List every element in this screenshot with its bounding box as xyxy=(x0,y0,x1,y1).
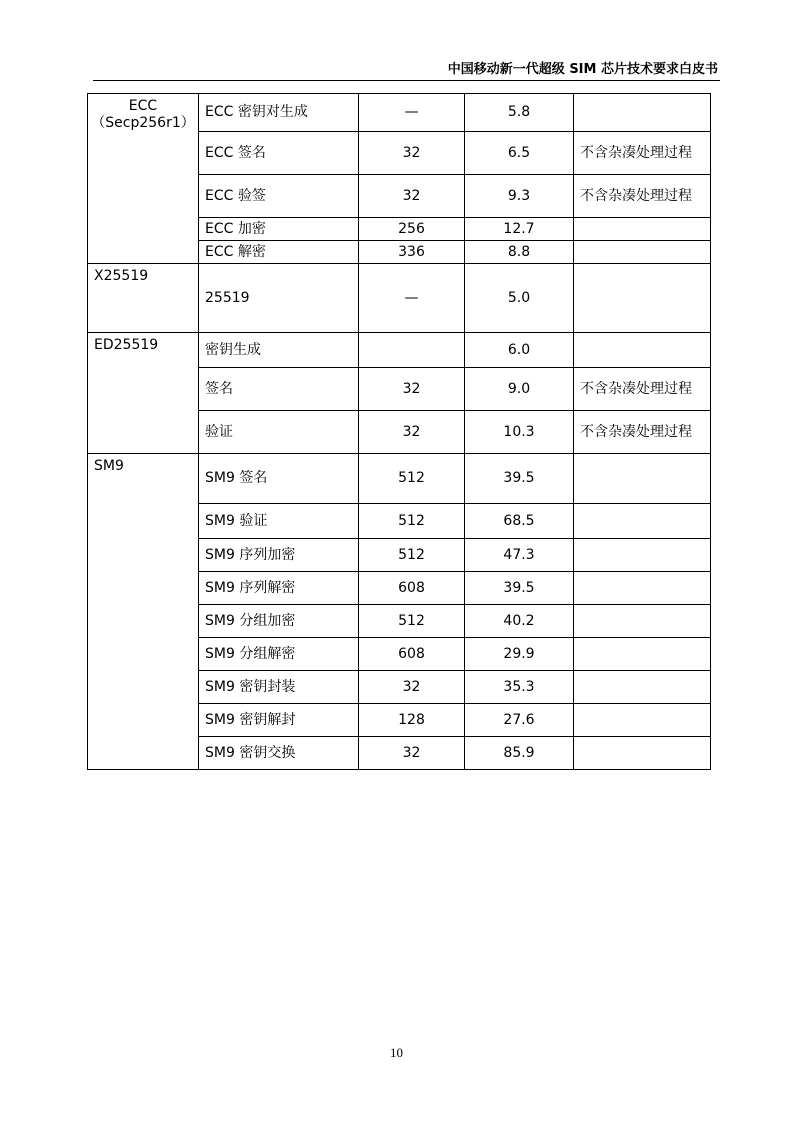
time-cell: 5.8 xyxy=(465,94,574,132)
operation-cell: SM9 签名 xyxy=(199,454,359,504)
note-cell xyxy=(574,737,711,770)
header-title: 中国移动新一代超级 SIM 芯片技术要求白皮书 xyxy=(447,62,718,77)
operation-cell: SM9 密钥解封 xyxy=(199,704,359,737)
page-number: 10 xyxy=(390,1045,403,1060)
operation-cell: SM9 分组加密 xyxy=(199,605,359,638)
time-cell: 47.3 xyxy=(465,539,574,572)
data-length-cell: 336 xyxy=(359,241,465,264)
data-length-cell: 608 xyxy=(359,572,465,605)
operation-cell: SM9 分组解密 xyxy=(199,638,359,671)
operation-cell: ECC 解密 xyxy=(199,241,359,264)
note-cell xyxy=(574,539,711,572)
data-length-cell: 32 xyxy=(359,132,465,175)
time-cell: 39.5 xyxy=(465,454,574,504)
note-cell: 不含杂凑处理过程 xyxy=(574,132,711,175)
note-cell xyxy=(574,504,711,539)
operation-cell: 签名 xyxy=(199,368,359,411)
algorithm-cell xyxy=(88,94,199,264)
operation-cell: ECC 密钥对生成 xyxy=(199,94,359,132)
algorithm-cell xyxy=(88,454,199,770)
operation-cell: 25519 xyxy=(199,264,359,333)
note-cell xyxy=(574,605,711,638)
algorithm-name: X25519 xyxy=(94,268,149,284)
time-cell: 6.0 xyxy=(465,333,574,368)
data-length-cell: 608 xyxy=(359,638,465,671)
time-cell: 8.8 xyxy=(465,241,574,264)
data-length-cell: 512 xyxy=(359,504,465,539)
page-header xyxy=(93,56,720,81)
data-length-cell: 32 xyxy=(359,175,465,218)
data-length-cell: 32 xyxy=(359,737,465,770)
data-length-cell xyxy=(359,333,465,368)
algorithm-name: SM9 xyxy=(94,458,124,474)
table-body xyxy=(88,94,711,770)
data-length-cell: — xyxy=(359,264,465,333)
time-cell: 27.6 xyxy=(465,704,574,737)
time-cell: 39.5 xyxy=(465,572,574,605)
note-cell xyxy=(574,671,711,704)
note-cell xyxy=(574,333,711,368)
data-length-cell: — xyxy=(359,94,465,132)
time-cell: 40.2 xyxy=(465,605,574,638)
data-length-cell: 32 xyxy=(359,671,465,704)
note-cell xyxy=(574,94,711,132)
algorithm-name: ED25519 xyxy=(94,337,159,353)
note-cell: 不含杂凑处理过程 xyxy=(574,175,711,218)
time-cell: 35.3 xyxy=(465,671,574,704)
note-cell xyxy=(574,454,711,504)
data-length-cell: 512 xyxy=(359,539,465,572)
algorithm-cell xyxy=(88,264,199,333)
time-cell: 6.5 xyxy=(465,132,574,175)
operation-cell: 验证 xyxy=(199,411,359,454)
performance-table xyxy=(87,93,711,770)
table-row xyxy=(88,333,711,368)
operation-cell: ECC 签名 xyxy=(199,132,359,175)
operation-cell: SM9 序列加密 xyxy=(199,539,359,572)
time-cell: 9.3 xyxy=(465,175,574,218)
time-cell: 85.9 xyxy=(465,737,574,770)
time-cell: 10.3 xyxy=(465,411,574,454)
time-cell: 68.5 xyxy=(465,504,574,539)
operation-cell: 密钥生成 xyxy=(199,333,359,368)
operation-cell: ECC 加密 xyxy=(199,218,359,241)
time-cell: 29.9 xyxy=(465,638,574,671)
operation-cell: SM9 密钥交换 xyxy=(199,737,359,770)
note-cell xyxy=(574,241,711,264)
data-length-cell: 128 xyxy=(359,704,465,737)
operation-cell: SM9 密钥封装 xyxy=(199,671,359,704)
data-length-cell: 256 xyxy=(359,218,465,241)
data-length-cell: 32 xyxy=(359,368,465,411)
note-cell xyxy=(574,638,711,671)
time-cell: 9.0 xyxy=(465,368,574,411)
table-row xyxy=(88,454,711,504)
data-length-cell: 32 xyxy=(359,411,465,454)
time-cell: 12.7 xyxy=(465,218,574,241)
algorithm-cell xyxy=(88,333,199,454)
note-cell xyxy=(574,704,711,737)
algorithm-name: ECC xyxy=(128,98,158,114)
operation-cell: SM9 验证 xyxy=(199,504,359,539)
time-cell: 5.0 xyxy=(465,264,574,333)
note-cell: 不含杂凑处理过程 xyxy=(574,368,711,411)
operation-cell: SM9 序列解密 xyxy=(199,572,359,605)
note-cell xyxy=(574,264,711,333)
note-cell xyxy=(574,218,711,241)
data-length-cell: 512 xyxy=(359,454,465,504)
data-length-cell: 512 xyxy=(359,605,465,638)
algorithm-variant: （Secp256r1） xyxy=(91,115,195,131)
note-cell: 不含杂凑处理过程 xyxy=(574,411,711,454)
note-cell xyxy=(574,572,711,605)
operation-cell: ECC 验签 xyxy=(199,175,359,218)
table-row xyxy=(88,264,711,333)
table-row xyxy=(88,94,711,132)
